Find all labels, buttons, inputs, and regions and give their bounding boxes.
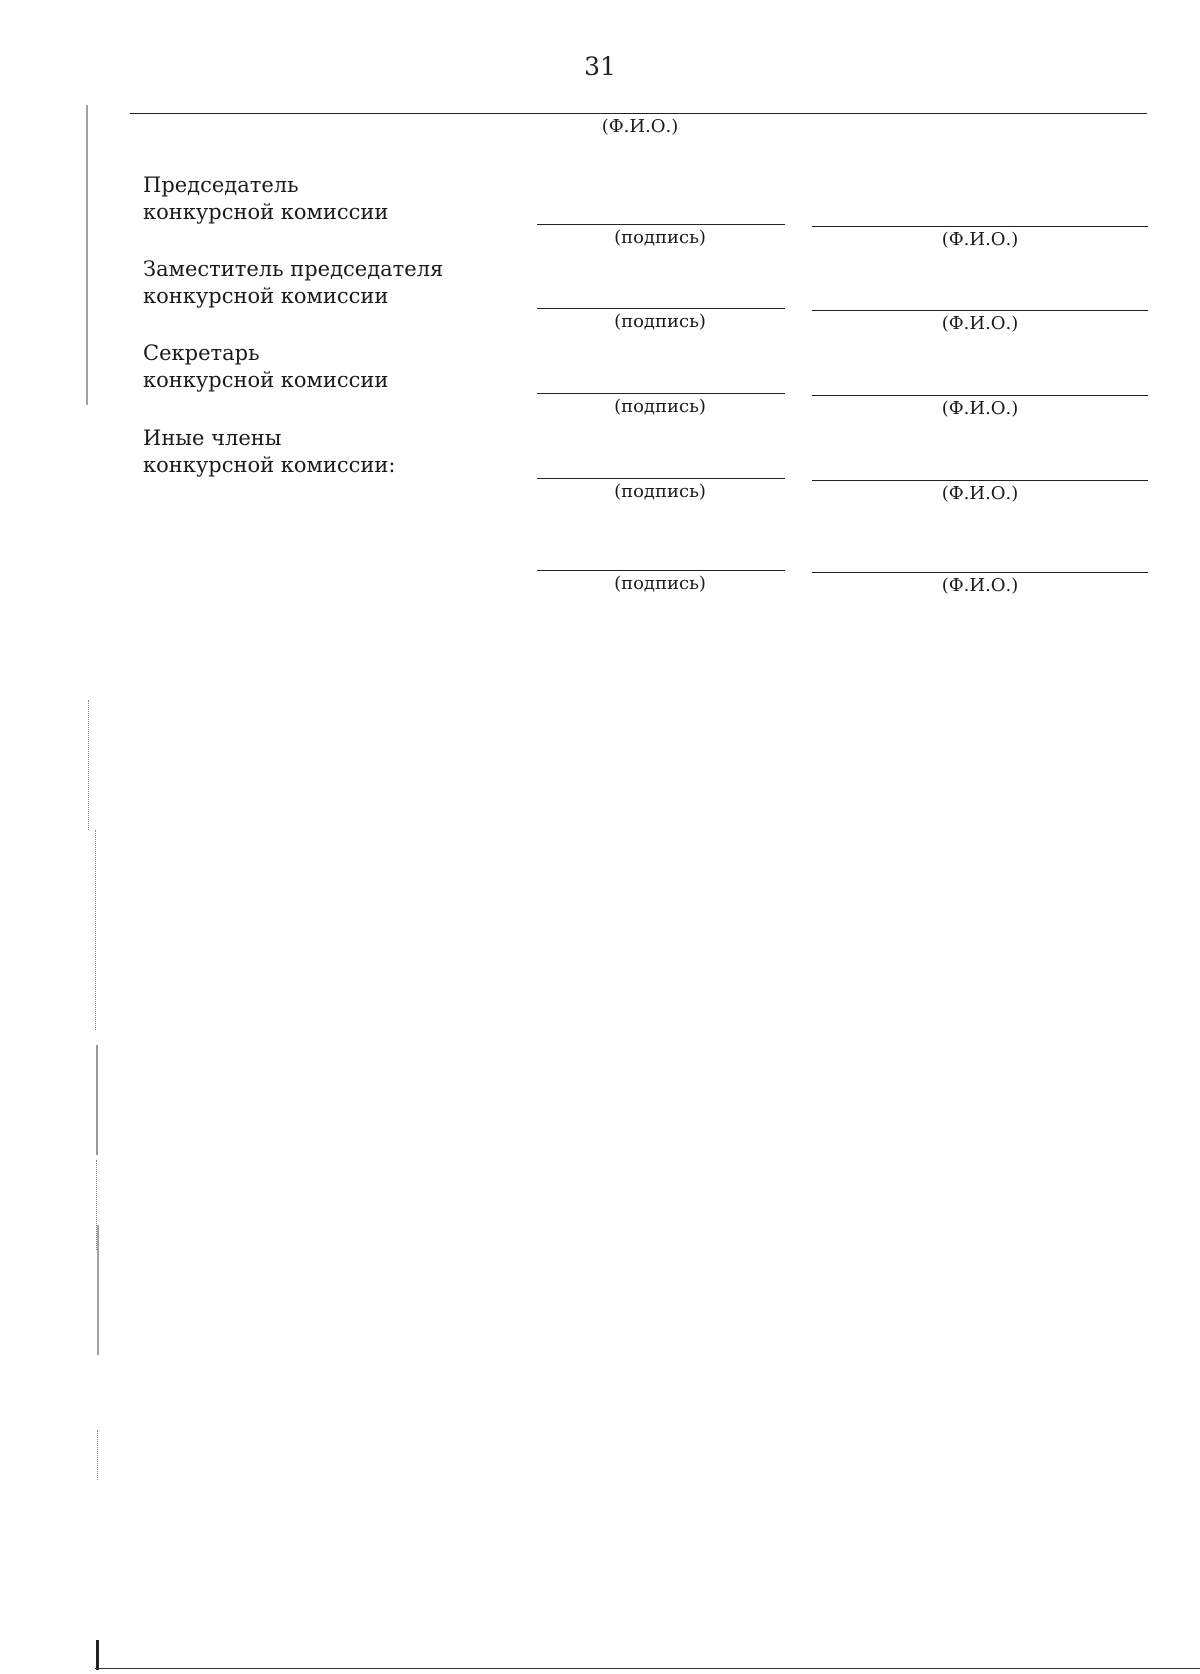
top-name-line	[130, 113, 1147, 114]
role-label-line: конкурсной комиссии	[143, 368, 389, 392]
top-name-caption: (Ф.И.О.)	[601, 116, 679, 137]
scan-artifact	[88, 700, 90, 830]
scan-artifact	[95, 830, 97, 1030]
signature-line	[537, 393, 785, 394]
page-bottom-edge	[95, 1668, 1200, 1669]
name-line	[812, 572, 1148, 573]
role-label-line: Секретарь	[143, 341, 260, 365]
name-caption: (Ф.И.О.)	[941, 313, 1019, 334]
signature-line	[537, 224, 785, 225]
name-caption: (Ф.И.О.)	[941, 398, 1019, 419]
role-label-line: конкурсной комиссии:	[143, 453, 396, 477]
signature-line	[537, 478, 785, 479]
name-line	[812, 226, 1148, 227]
signature-caption: (подпись)	[614, 573, 706, 594]
role-label-secretary	[143, 340, 523, 394]
name-line	[812, 480, 1148, 481]
role-label-other-members	[143, 425, 523, 479]
role-label-chairman	[143, 172, 523, 226]
signature-caption: (подпись)	[614, 311, 706, 332]
role-label-line: Председатель	[143, 173, 299, 197]
signature-line	[537, 308, 785, 309]
role-label-line: Иные члены	[143, 426, 282, 450]
name-caption: (Ф.И.О.)	[941, 483, 1019, 504]
role-label-deputy-chairman	[143, 256, 523, 310]
scan-artifact	[96, 1045, 98, 1155]
scan-artifact	[97, 1430, 99, 1480]
signature-caption: (подпись)	[614, 396, 706, 417]
role-label-line: конкурсной комиссии	[143, 200, 389, 224]
name-line	[812, 395, 1148, 396]
scan-artifact	[96, 1640, 99, 1670]
role-label-line: Заместитель председателя	[143, 257, 444, 281]
page-number: 31	[584, 52, 616, 81]
scan-artifact	[97, 1225, 99, 1355]
name-caption: (Ф.И.О.)	[941, 229, 1019, 250]
name-caption: (Ф.И.О.)	[941, 575, 1019, 596]
scan-artifact	[86, 105, 88, 405]
name-line	[812, 310, 1148, 311]
role-label-line: конкурсной комиссии	[143, 284, 389, 308]
signature-caption: (подпись)	[614, 227, 706, 248]
signature-caption: (подпись)	[614, 481, 706, 502]
signature-line	[537, 570, 785, 571]
